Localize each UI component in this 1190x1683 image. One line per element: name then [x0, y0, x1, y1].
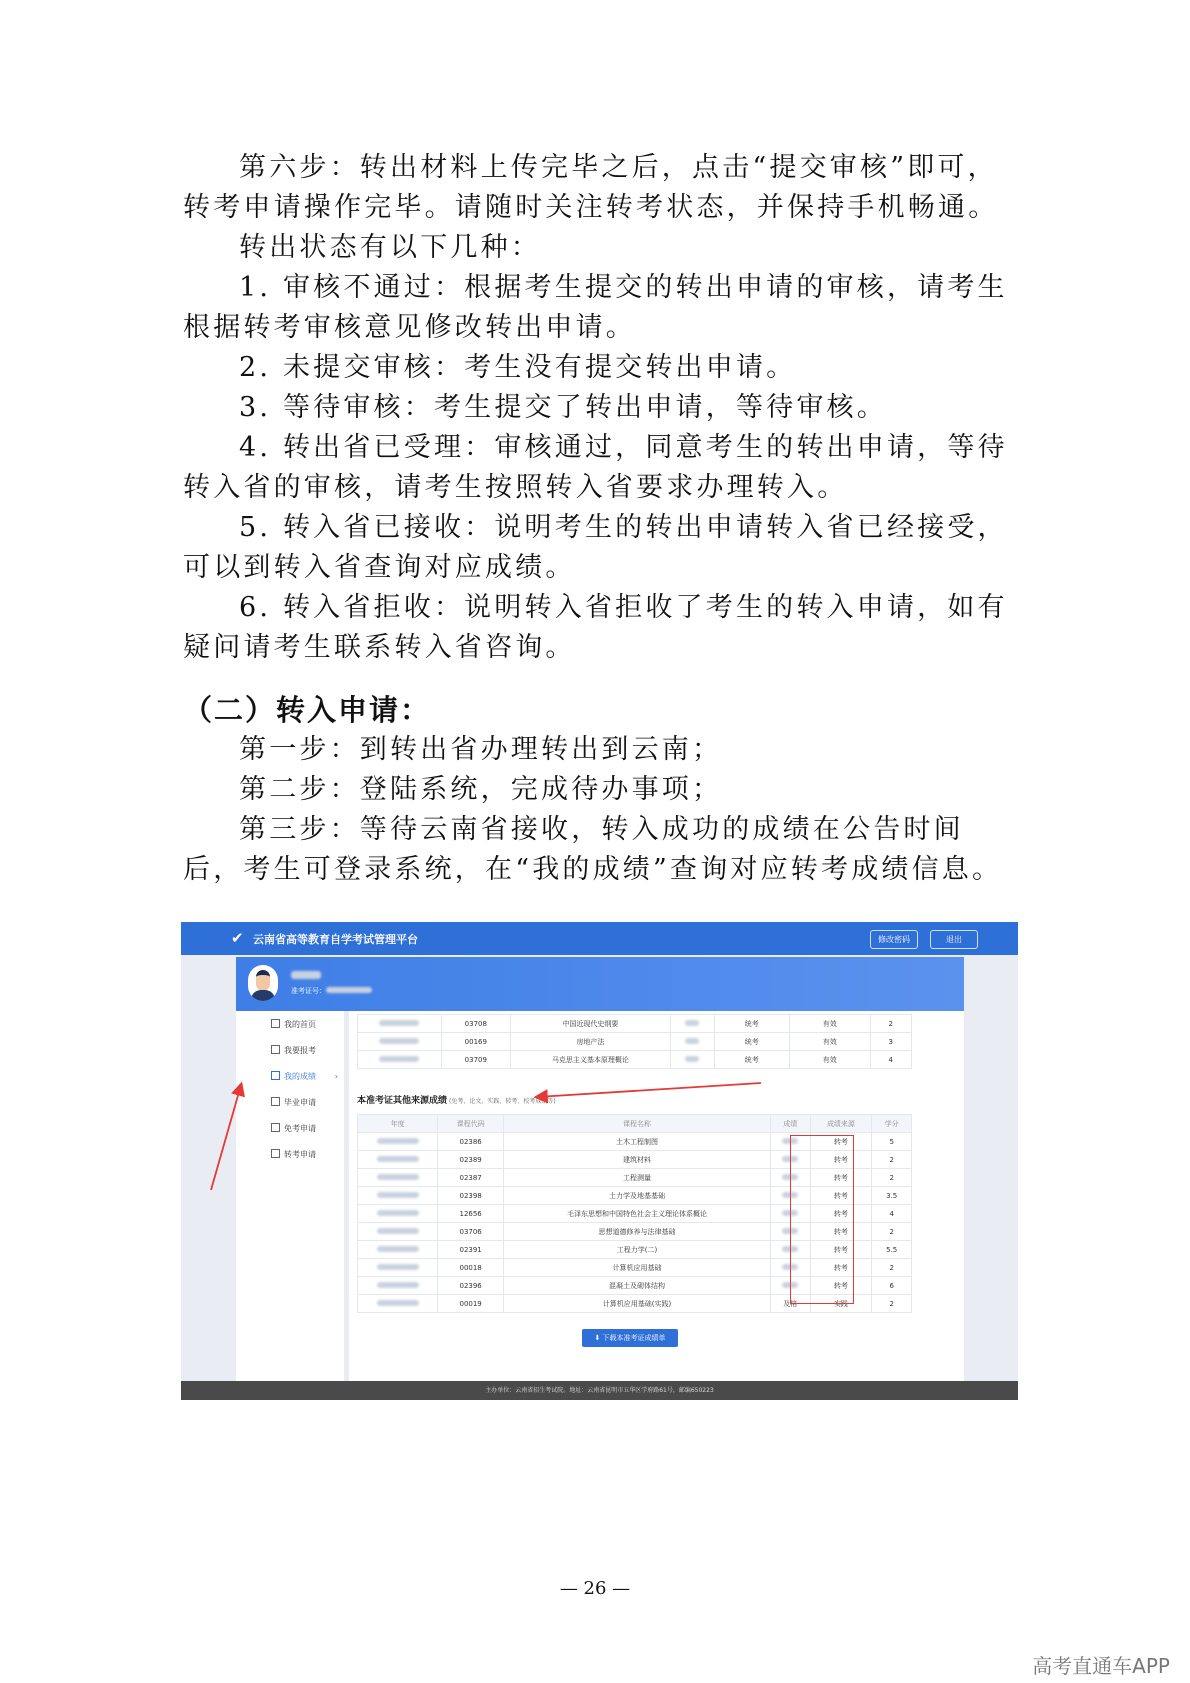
logout-button[interactable]: 退出 — [930, 930, 978, 949]
sidebar-item-scores[interactable]: 我的成绩 › — [236, 1066, 344, 1088]
table-row: 03706 思想道德修养与法律基础 转考 2 — [358, 1223, 912, 1241]
platform-footer: 主办单位：云南省招生考试院。地址：云南省昆明市五华区学府路61号，邮编650223 — [181, 1381, 1018, 1400]
platform-logo-icon: ✔ — [231, 929, 244, 947]
paragraph-status-6: 6. 转入省拒收：说明转入省拒收了考生的转入申请，如有疑问请考生联系转入省咨询。 — [183, 592, 1008, 663]
table-row: 02398 土力学及地基基础 转考 3.5 — [358, 1187, 912, 1205]
sidebar-item-home[interactable]: 我的首页 — [236, 1014, 344, 1036]
paragraph-in-step2: 第二步：登陆系统，完成待办事项； — [239, 774, 723, 805]
paragraph-status-5: 5. 转入省已接收：说明考生的转出申请转入省已经接受，可以到转入省查询对应成绩。 — [183, 512, 1008, 583]
student-id-label: 准考证号： — [291, 987, 326, 995]
paragraph-status-1: 1. 审核不通过：根据考生提交的转出申请的审核，请考生根据转考审核意见修改转出申请。 — [183, 272, 1008, 343]
table-row: 02391 工程力学(二) 转考 5.5 — [358, 1241, 912, 1259]
paragraph-status-4: 4. 转出省已受理：审核通过，同意考生的转出申请，等待转入省的审核，请考生按照转入省要求办理转入。 — [183, 432, 1008, 503]
page-number: — 26 — — [559, 1578, 631, 1599]
section-title: 本准考证其他来源成绩 (免考、论文、实践、转考、校考成绩等) — [357, 1096, 556, 1106]
embedded-screenshot — [181, 922, 1018, 1400]
change-password-button[interactable]: 修改密码 — [870, 930, 918, 949]
section-heading: （二）转入申请： — [183, 693, 432, 727]
table-row: 03708 中国近现代史纲要 统考 有效 2 — [358, 1015, 912, 1033]
sidebar-item-register[interactable]: 我要报考 — [236, 1040, 344, 1062]
table-header: 年度 课程代码 课程名称 成绩 成绩来源 学分 — [358, 1115, 912, 1133]
paragraph-step6: 第六步：转出材料上传完毕之后，点击“提交审核”即可，转考申请操作完毕。请随时关注转考状态，并保持手机畅通。 — [183, 152, 999, 223]
watermark: 高考直通车APP — [1032, 1654, 1170, 1678]
document-body — [183, 148, 1013, 890]
paragraph-status-3: 3. 等待审核：考生提交了转出申请，等待审核。 — [239, 392, 887, 423]
sidebar-item-graduation[interactable]: 毕业申请 — [236, 1092, 344, 1114]
chevron-right-icon: › — [334, 1072, 338, 1081]
table-row: 03709 马克思主义基本原理概论 统考 有效 4 — [358, 1051, 912, 1069]
arrow-to-section-title — [537, 1083, 761, 1097]
platform-title: 云南省高等教育自学考试管理平台 — [253, 933, 418, 946]
sidebar-item-exemption[interactable]: 免考申请 — [236, 1118, 344, 1140]
paragraph-in-step1: 第一步：到转出省办理转出到云南； — [239, 734, 723, 765]
table-row: 12656 毛泽东思想和中国特色社会主义理论体系概论 转考 4 — [358, 1205, 912, 1223]
paragraph-in-step3: 第三步：等待云南省接收，转入成功的成绩在公告时间后，考生可登录系统，在“我的成绩”查询对应转考成绩信息。 — [183, 814, 1003, 885]
arrow-to-scores-menu — [211, 1085, 241, 1190]
table-row: 00019 计算机应用基础(实践) 及格 实践 2 — [358, 1295, 912, 1313]
annotation-arrows — [181, 922, 1018, 1400]
table-row: 02386 土木工程制图 转考 5 — [358, 1133, 912, 1151]
paragraph-status-intro: 转出状态有以下几种： — [239, 232, 541, 263]
sidebar-item-transfer[interactable]: 转考申请 — [236, 1144, 344, 1166]
table-row: 02396 混凝土及砌体结构 转考 6 — [358, 1277, 912, 1295]
table-row: 00169 房地产法 统考 有效 3 — [358, 1033, 912, 1051]
download-transcript-button[interactable]: ⬇ 下载本准考证成绩单 — [582, 1329, 678, 1347]
paragraph-status-2: 2. 未提交审核：考生没有提交转出申请。 — [239, 352, 797, 383]
table-row: 02387 工程测量 转考 2 — [358, 1169, 912, 1187]
table-row: 00018 计算机应用基础 转考 2 — [358, 1259, 912, 1277]
table-row: 02389 建筑材料 转考 2 — [358, 1151, 912, 1169]
